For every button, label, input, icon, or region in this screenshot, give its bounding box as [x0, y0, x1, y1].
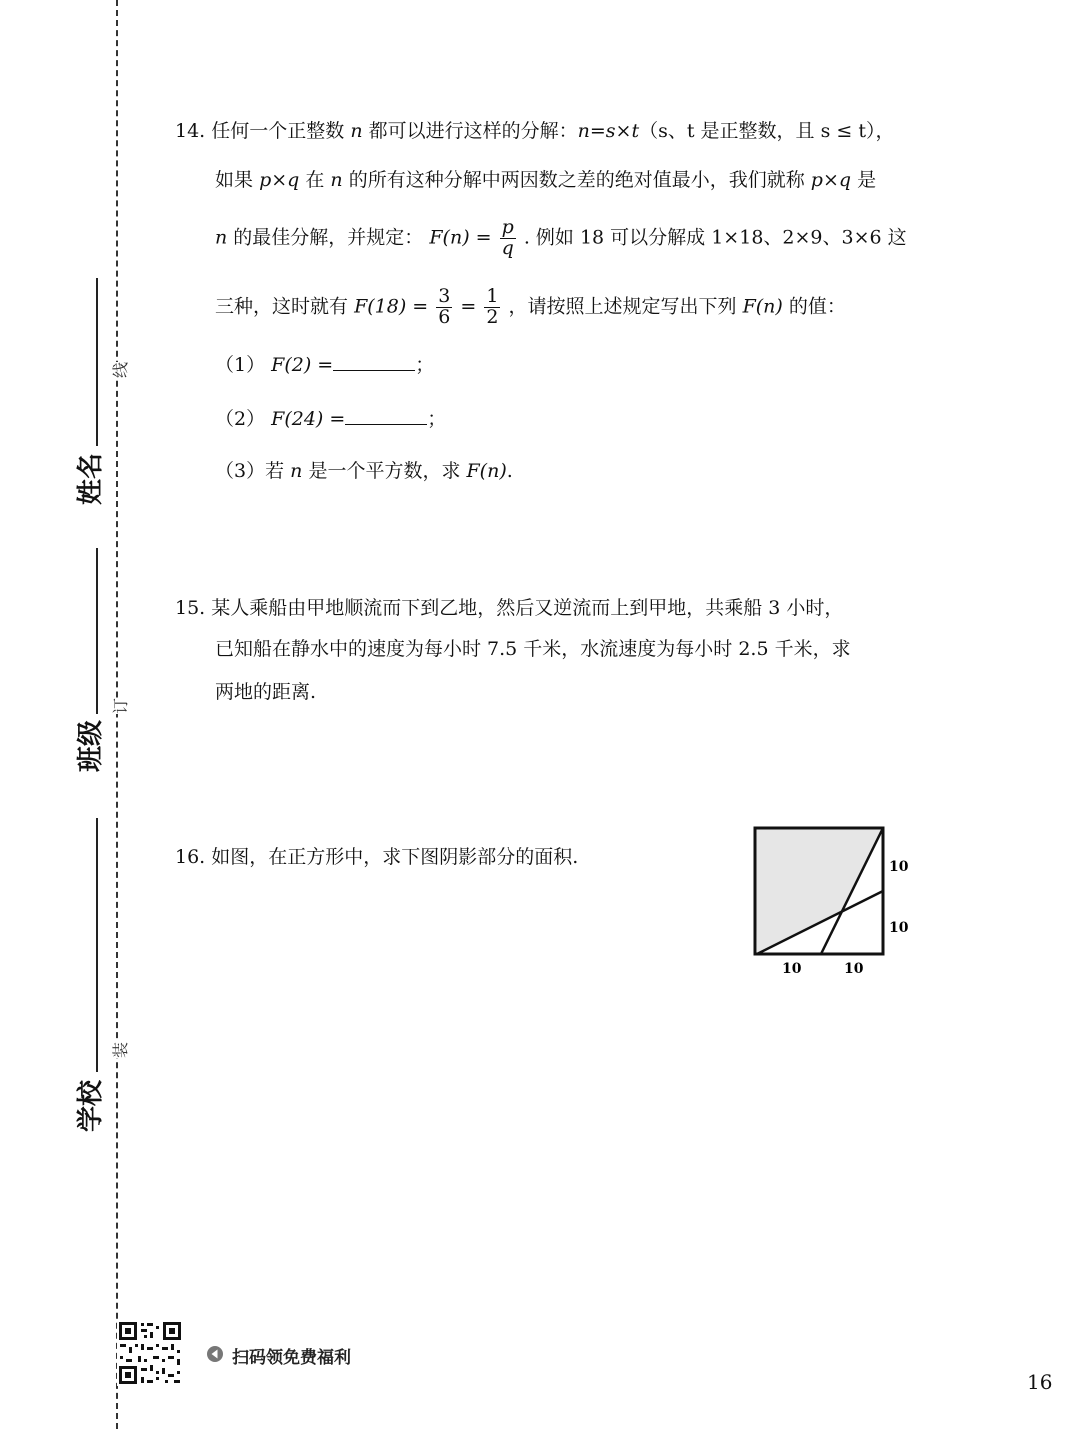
binding-char-xian: 线: [108, 362, 131, 378]
q14-line4: 三种，这时就有 F(18) = $\frac{3}{6}$ = $\frac{1}{2}$ ，请按照上述规定写出下列 F(n) 的值：: [215, 285, 846, 328]
page-number: 16: [1027, 1370, 1053, 1394]
p-over-q-fraction: $\frac{p}{q}$: [501, 216, 514, 259]
q14-line3: n 的最佳分解，并规定： F(n) = $\frac{p}{q}$ . 例如 18 可以分解成 1×18、2×9、3×6 这: [215, 216, 907, 259]
q15-line1: 15. 某人乘船由甲地顺流而下到乙地，然后又逆流而上到甲地，共乘船 3 小时，: [175, 597, 844, 619]
name-underline: [96, 278, 98, 446]
answer-blank-1[interactable]: [333, 352, 415, 371]
q14-sub3: （3）若 n 是一个平方数，求 F(n).: [215, 460, 513, 482]
q16-line1: 16. 如图，在正方形中，求下图阴影部分的面积.: [175, 846, 579, 868]
school-underline: [96, 818, 98, 1072]
q15-line3: 两地的距离.: [215, 681, 317, 703]
q15-line2: 已知船在静水中的速度为每小时 7.5 千米，水流速度为每小时 2.5 千米，求: [215, 638, 851, 660]
q14-number: 14.: [175, 120, 206, 142]
shaded-region: [755, 828, 883, 954]
name-label: 姓名: [76, 452, 106, 505]
q14-sub1: （1） F(2) = ；: [215, 354, 435, 376]
binding-dashed-line: [116, 0, 118, 1429]
fig-label-bottom-right: 10: [844, 961, 864, 977]
class-underline: [96, 548, 98, 714]
school-label: 学校: [76, 1079, 106, 1132]
scan-for-benefits-text[interactable]: 扫码领免费福利: [232, 1348, 351, 1368]
answer-blank-2[interactable]: [345, 406, 427, 425]
play-arrow-icon: [206, 1345, 224, 1363]
fig-label-bottom-left: 10: [782, 961, 802, 977]
qr-code[interactable]: [117, 1320, 183, 1386]
fig-label-right-top: 10: [889, 859, 909, 875]
q14-line2: 如果 p×q 在 n 的所有这种分解中两因数之差的绝对值最小，我们就称 p×q 是: [215, 169, 877, 191]
q16-number: 16.: [175, 846, 206, 868]
q15-number: 15.: [175, 597, 206, 619]
binding-char-zhuang: 装: [108, 1042, 131, 1058]
binding-char-ding: 订: [108, 698, 131, 714]
three-sixths-fraction: $\frac{3}{6}$: [438, 285, 451, 328]
one-half-fraction: $\frac{1}{2}$: [486, 285, 499, 328]
Fn-expr: F(n) =: [429, 226, 492, 249]
q14-sub2: （2） F(24) = ；: [215, 408, 447, 430]
fig-label-right-bottom: 10: [889, 920, 909, 936]
q14-line1: 14. 任何一个正整数 n 都可以进行这样的分解：n=s×t（s、t 是正整数，且 s ≤ t），: [175, 120, 895, 142]
square-shaded-figure: [745, 818, 920, 983]
class-label: 班级: [76, 719, 106, 772]
